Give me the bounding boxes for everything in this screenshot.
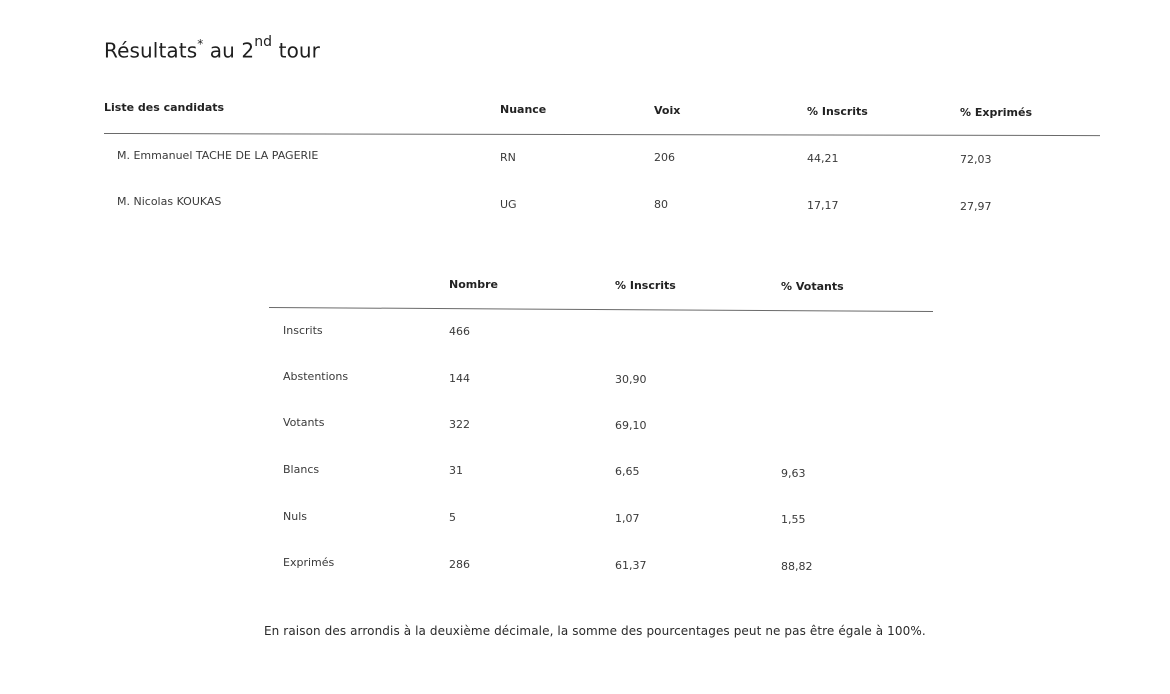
- col-header-voix: Voix: [654, 104, 681, 117]
- row-nombre: 5: [449, 511, 456, 524]
- candidate-nuance: UG: [500, 198, 517, 211]
- title-asterisk: *: [197, 37, 204, 51]
- candidate-pct-inscrits: 44,21: [807, 152, 839, 165]
- col-header-candidates: Liste des candidats: [104, 101, 225, 114]
- row-pct-inscrits: 69,10: [615, 419, 647, 432]
- title-mid: au 2: [203, 38, 255, 63]
- row-nombre: 31: [449, 464, 463, 477]
- candidate-name: M. Nicolas KOUKAS: [117, 195, 222, 208]
- row-pct-inscrits: 6,65: [615, 465, 640, 478]
- page-title: [104, 34, 321, 63]
- row-pct-inscrits: 30,90: [615, 373, 647, 386]
- col-header-nuance: Nuance: [500, 103, 547, 116]
- candidate-pct-exprimes: 27,97: [960, 200, 992, 213]
- row-nombre: 286: [449, 558, 470, 571]
- col-header-nombre: Nombre: [449, 278, 498, 291]
- row-pct-inscrits: 61,37: [615, 559, 647, 572]
- col-header-pct-inscrits: % Inscrits: [615, 279, 676, 292]
- col-header-pct-exprimes: % Exprimés: [960, 106, 1032, 119]
- title-superscript: nd: [254, 34, 273, 50]
- candidate-pct-inscrits: 17,17: [807, 199, 839, 212]
- row-label: Nuls: [283, 510, 307, 523]
- footnote: En raison des arrondis à la deuxième décimale, la somme des pourcentages peut ne pas être égale à 100%.: [264, 624, 926, 638]
- row-nombre: 466: [449, 325, 470, 338]
- row-label: Exprimés: [283, 556, 335, 569]
- candidates-table: [104, 96, 1100, 226]
- row-label: Abstentions: [283, 370, 349, 383]
- row-pct-votants: 1,55: [781, 513, 806, 526]
- row-nombre: 322: [449, 418, 470, 431]
- participation-table: [269, 270, 933, 580]
- title-end: tour: [272, 38, 321, 63]
- row-nombre: 144: [449, 372, 470, 385]
- col-header-pct-inscrits: % Inscrits: [807, 105, 868, 118]
- row-label: Blancs: [283, 463, 320, 476]
- row-pct-votants: 9,63: [781, 467, 806, 480]
- row-pct-votants: 88,82: [781, 560, 813, 573]
- candidate-pct-exprimes: 72,03: [960, 153, 992, 166]
- candidate-name: M. Emmanuel TACHE DE LA PAGERIE: [117, 149, 319, 162]
- candidate-voix: 80: [654, 198, 668, 211]
- row-label: Inscrits: [283, 324, 323, 337]
- candidates-table-header: [104, 96, 1100, 136]
- title-main: Résultats: [104, 38, 198, 63]
- col-header-pct-votants: % Votants: [781, 280, 844, 293]
- row-pct-inscrits: 1,07: [615, 512, 640, 525]
- candidate-voix: 206: [654, 151, 675, 164]
- row-label: Votants: [283, 416, 325, 429]
- candidate-nuance: RN: [500, 151, 516, 164]
